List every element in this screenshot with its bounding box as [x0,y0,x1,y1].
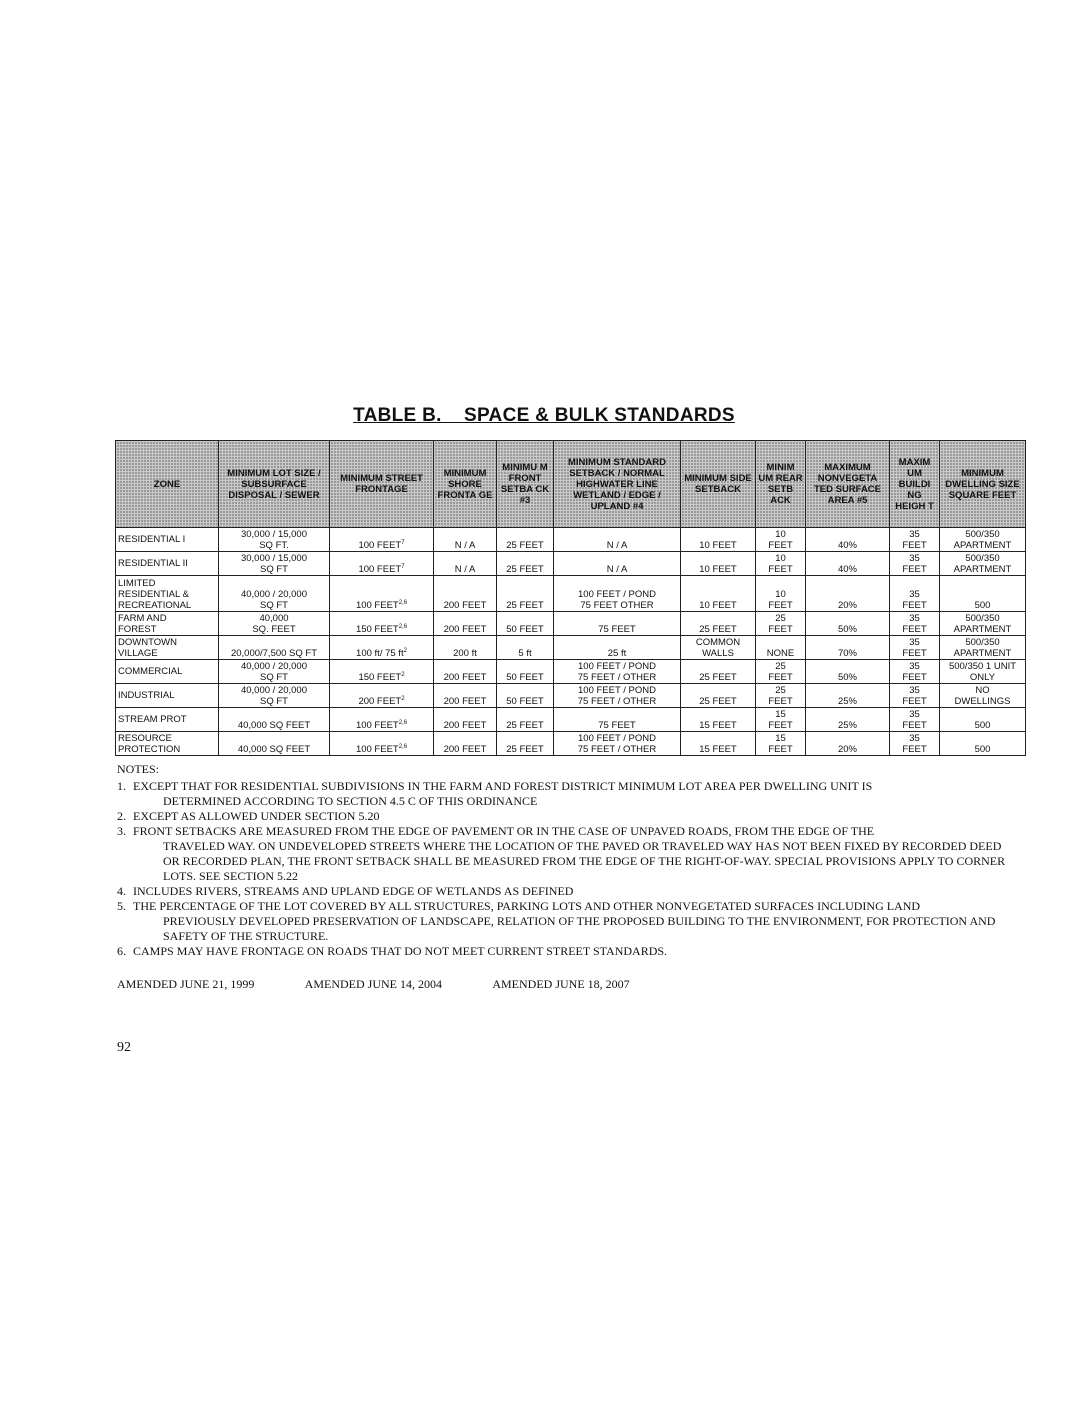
frontage-value: 150 FEET [358,672,402,683]
note-first-line: EXCEPT AS ALLOWED UNDER SECTION 5.20 [133,809,380,823]
cell-zone: DOWNTOWN VILLAGE [116,636,219,660]
frontage-value: 100 FEET [355,744,399,755]
page-number: 92 [117,1040,131,1055]
cell-dwelling: 500/350 APARTMENT [940,552,1026,576]
cell-front: 25 FEET [497,708,554,732]
header-min-dwelling-size: MINIMUM DWELLING SIZE SQUARE FEET [940,441,1026,528]
note-first-line: EXCEPT THAT FOR RESIDENTIAL SUBDIVISIONS IN THE FARM AND FOREST DISTRICT MINIMUM LOT AREA PER DWELLING UNIT IS [133,779,873,793]
cell-standard: 100 FEET / POND 75 FEET OTHER [554,576,681,612]
cell-lot: 30,000 / 15,000 SQ FT. [219,528,330,552]
frontage-value: 150 FEET [355,624,399,635]
cell-zone: RESIDENTIAL II [116,552,219,576]
cell-lot: 40,000 SQ. FEET [219,612,330,636]
frontage-footnote: 7 [401,563,405,570]
frontage-value: 100 FEET [355,600,399,611]
cell-height: 35 FEET [890,684,940,708]
cell-shore: 200 FEET [434,708,497,732]
table-row [116,636,1026,660]
cell-height: 35 FEET [890,576,940,612]
frontage-value: 200 FEET [358,696,402,707]
space-bulk-standards-table [115,440,1026,756]
cell-standard: 75 FEET [554,708,681,732]
cell-shore: 200 FEET [434,660,497,684]
cell-lot: 40,000 / 20,000 SQ FT [219,660,330,684]
cell-lot: 40,000 SQ FEET [219,708,330,732]
frontage-value: 100 ft/ 75 ft [356,648,404,659]
cell-surface: 20% [806,576,890,612]
amendment-date: AMENDED JUNE 14, 2004 [304,977,442,991]
table-title: TABLE B. SPACE & BULK STANDARDS [353,405,735,426]
cell-zone: RESOURCE PROTECTION [116,732,219,756]
cell-side: 10 FEET [681,528,756,552]
cell-height: 35 FEET [890,528,940,552]
cell-lot: 40,000 / 20,000 SQ FT [219,576,330,612]
cell-rear: 15 FEET [756,732,806,756]
cell-rear: 10 FEET [756,552,806,576]
cell-frontage [330,732,434,756]
note-first-line: INCLUDES RIVERS, STREAMS AND UPLAND EDGE OF WETLANDS AS DEFINED [133,884,574,898]
table-row [116,660,1026,684]
table-row [116,528,1026,552]
note-continuation: PREVIOUSLY DEVELOPED PRESERVATION OF LANDSCAPE, RELATION OF THE PROPOSED BUILDING TO THE ENVIRONMENT, FOR PROTECTION AND SAFETY OF THE STRUCTURE. [163,914,996,943]
amendments-line [117,977,678,992]
cell-surface: 25% [806,684,890,708]
note-first-line: FRONT SETBACKS ARE MEASURED FROM THE EDGE OF PAVEMENT OR IN THE CASE OF UNPAVED ROADS, FROM THE EDGE OF THE [133,824,875,838]
cell-side: COMMON WALLS [681,636,756,660]
cell-lot: 40,000 SQ FEET [219,732,330,756]
note-text [133,809,1017,824]
cell-rear: 10 FEET [756,528,806,552]
note-item [117,944,1017,959]
cell-frontage [330,528,434,552]
table-row [116,708,1026,732]
note-number: 1. [117,779,126,793]
note-text [133,944,1017,959]
cell-standard: 25 ft [554,636,681,660]
table-row [116,552,1026,576]
note-number: 6. [117,944,126,958]
frontage-footnote: 2 [403,647,407,654]
cell-frontage [330,576,434,612]
cell-front: 50 FEET [497,612,554,636]
cell-shore: N / A [434,528,497,552]
cell-frontage [330,636,434,660]
cell-side: 15 FEET [681,732,756,756]
cell-standard: 100 FEET / POND 75 FEET / OTHER [554,684,681,708]
cell-height: 35 FEET [890,708,940,732]
frontage-value: 100 FEET [355,720,399,731]
cell-zone: LIMITED RESIDENTIAL & RECREATIONAL [116,576,219,612]
cell-side: 10 FEET [681,576,756,612]
cell-side: 15 FEET [681,708,756,732]
note-item [117,809,1017,824]
cell-height: 35 FEET [890,636,940,660]
cell-height: 35 FEET [890,732,940,756]
cell-side: 25 FEET [681,684,756,708]
cell-front: 50 FEET [497,684,554,708]
cell-surface: 50% [806,660,890,684]
cell-shore: N / A [434,552,497,576]
note-text [133,824,1017,884]
note-first-line: THE PERCENTAGE OF THE LOT COVERED BY ALL STRUCTURES, PARKING LOTS AND OTHER NONVEGETATED SURFACES INCLUDING LAND [133,899,921,913]
cell-shore: 200 FEET [434,684,497,708]
cell-lot: 40,000 / 20,000 SQ FT [219,684,330,708]
header-min-rear-setback: MINIM UM REAR SETB ACK [756,441,806,528]
header-min-front-setback: MINIMU M FRONT SETBA CK #3 [497,441,554,528]
header-min-lot-size: MINIMUM LOT SIZE / SUBSURFACE DISPOSAL / SEWER [219,441,330,528]
note-continuation: TRAVELED WAY. ON UNDEVELOPED STREETS WHERE THE LOCATION OF THE PAVED OR TRAVELED WAY HAS NOT BEEN FIXED BY RECORDED DEED OR RECORDED PLAN, THE FRONT SETBACK SHALL BE MEASURED FROM THE EDGE OF THE RIGHT-OF-WAY. SPECIAL PROVISIONS APPLY TO CORNER LOTS. SEE SECTION 5.22 [163,839,1006,883]
cell-rear: 25 FEET [756,684,806,708]
frontage-footnote: 2,6 [398,623,408,630]
cell-frontage [330,660,434,684]
cell-shore: 200 FEET [434,732,497,756]
cell-surface: 25% [806,708,890,732]
cell-front: 5 ft [497,636,554,660]
cell-frontage [330,612,434,636]
cell-front: 25 FEET [497,732,554,756]
note-number: 3. [117,824,126,838]
cell-dwelling: 500 [940,732,1026,756]
cell-side: 25 FEET [681,612,756,636]
cell-surface: 20% [806,732,890,756]
table-row [116,684,1026,708]
header-row [116,441,1026,528]
cell-rear: 25 FEET [756,660,806,684]
cell-front: 50 FEET [497,660,554,684]
note-text [133,899,1017,944]
cell-rear: NONE [756,636,806,660]
cell-surface: 50% [806,612,890,636]
cell-zone: STREAM PROT [116,708,219,732]
cell-dwelling: 500 [940,576,1026,612]
cell-front: 25 FEET [497,552,554,576]
amendment-date: AMENDED JUNE 18, 2007 [492,977,630,991]
cell-standard: 75 FEET [554,612,681,636]
cell-dwelling: 500 [940,708,1026,732]
note-number: 2. [117,809,126,823]
notes-section [117,762,1017,959]
cell-zone: COMMERCIAL [116,660,219,684]
header-zone: ZONE [116,441,219,528]
frontage-footnote: 2,6 [398,719,408,726]
header-min-side-setback: MINIMUM SIDE SETBACK [681,441,756,528]
cell-front: 25 FEET [497,576,554,612]
cell-surface: 70% [806,636,890,660]
note-number: 4. [117,884,126,898]
cell-frontage [330,552,434,576]
cell-dwelling: NO DWELLINGS [940,684,1026,708]
note-text [133,779,1017,809]
note-number: 5. [117,899,126,913]
cell-standard: 100 FEET / POND 75 FEET / OTHER [554,660,681,684]
cell-zone: INDUSTRIAL [116,684,219,708]
cell-lot: 30,000 / 15,000 SQ FT [219,552,330,576]
cell-frontage [330,684,434,708]
cell-shore: 200 FEET [434,612,497,636]
cell-height: 35 FEET [890,612,940,636]
frontage-footnote: 2 [401,671,405,678]
cell-front: 25 FEET [497,528,554,552]
header-min-standard-setback: MINIMUM STANDARD SETBACK / NORMAL HIGHWATER LINE WETLAND / EDGE / UPLAND #4 [554,441,681,528]
frontage-footnote: 2 [401,695,405,702]
cell-standard: N / A [554,552,681,576]
cell-lot: 20,000/7,500 SQ FT [219,636,330,660]
cell-standard: 100 FEET / POND 75 FEET / OTHER [554,732,681,756]
header-min-street-frontage: MINIMUM STREET FRONTAGE [330,441,434,528]
note-item [117,824,1017,884]
cell-dwelling: 500/350 APARTMENT [940,528,1026,552]
cell-dwelling: 500/350 APARTMENT [940,636,1026,660]
table-row [116,612,1026,636]
cell-height: 35 FEET [890,660,940,684]
frontage-value: 100 FEET [358,540,402,551]
frontage-footnote: 7 [401,539,405,546]
cell-side: 10 FEET [681,552,756,576]
amendment-date: AMENDED JUNE 21, 1999 [117,977,255,991]
note-item [117,884,1017,899]
cell-shore: 200 FEET [434,576,497,612]
table-row [116,732,1026,756]
cell-dwelling: 500/350 APARTMENT [940,612,1026,636]
cell-standard: N / A [554,528,681,552]
cell-side: 25 FEET [681,660,756,684]
cell-zone: FARM AND FOREST [116,612,219,636]
frontage-footnote: 2,6 [398,743,408,750]
cell-dwelling: 500/350 1 UNIT ONLY [940,660,1026,684]
note-first-line: CAMPS MAY HAVE FRONTAGE ON ROADS THAT DO NOT MEET CURRENT STREET STANDARDS. [133,944,668,958]
cell-height: 35 FEET [890,552,940,576]
header-min-shore-frontage: MINIMUM SHORE FRONTA GE [434,441,497,528]
header-max-building-height: MAXIM UM BUILDI NG HEIGH T [890,441,940,528]
cell-shore: 200 ft [434,636,497,660]
header-max-nonvegetated-surface: MAXIMUM NONVEGETA TED SURFACE AREA #5 [806,441,890,528]
cell-surface: 40% [806,552,890,576]
note-continuation: DETERMINED ACCORDING TO SECTION 4.5 C OF THIS ORDINANCE [163,794,538,808]
notes-label: NOTES: [117,762,159,776]
note-item [117,779,1017,809]
cell-surface: 40% [806,528,890,552]
frontage-footnote: 2,6 [398,599,408,606]
cell-rear: 15 FEET [756,708,806,732]
frontage-value: 100 FEET [358,564,402,575]
cell-zone: RESIDENTIAL I [116,528,219,552]
note-text [133,884,1017,899]
table-row [116,576,1026,612]
cell-rear: 25 FEET [756,612,806,636]
note-item [117,899,1017,944]
cell-frontage [330,708,434,732]
cell-rear: 10 FEET [756,576,806,612]
